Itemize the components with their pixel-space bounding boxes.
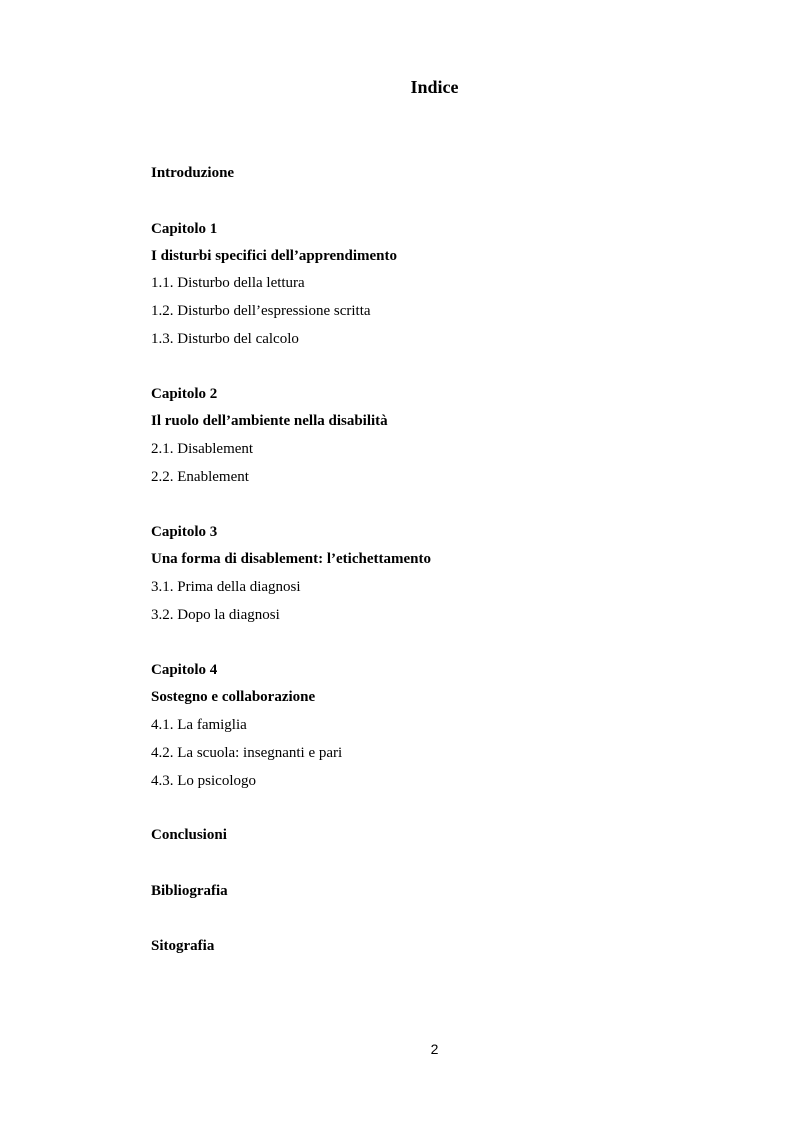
toc-section: 3.2. Dopo la diagnosi bbox=[151, 607, 280, 623]
chapter-2-label: Capitolo 2 bbox=[151, 386, 218, 402]
chapter-4-label: Capitolo 4 bbox=[151, 662, 218, 678]
toc-section: 3.1. Prima della diagnosi bbox=[151, 579, 301, 595]
toc-section: 4.1. La famiglia bbox=[151, 717, 247, 733]
page-number: 2 bbox=[430, 1041, 439, 1057]
chapter-3-label: Capitolo 3 bbox=[151, 524, 218, 540]
chapter-3-title: Una forma di disablement: l’etichettamento bbox=[151, 551, 431, 567]
page-title: Indice bbox=[410, 77, 459, 97]
toc-section: 1.2. Disturbo dell’espressione scritta bbox=[151, 303, 371, 319]
chapter-4-title: Sostegno e collaborazione bbox=[151, 689, 316, 705]
toc-entry-introduzione: Introduzione bbox=[151, 165, 235, 181]
chapter-2-title: Il ruolo dell’ambiente nella disabilità bbox=[151, 413, 388, 429]
toc-entry-sitografia: Sitografia bbox=[151, 938, 215, 954]
toc-section: 1.1. Disturbo della lettura bbox=[151, 275, 305, 291]
chapter-1-label: Capitolo 1 bbox=[151, 221, 218, 237]
toc-section: 4.2. La scuola: insegnanti e pari bbox=[151, 745, 343, 761]
toc-entry-bibliografia: Bibliografia bbox=[151, 883, 228, 899]
toc-section: 2.2. Enablement bbox=[151, 469, 249, 485]
toc-section: 2.1. Disablement bbox=[151, 441, 254, 457]
toc-entry-conclusioni: Conclusioni bbox=[151, 827, 227, 843]
toc-section: 1.3. Disturbo del calcolo bbox=[151, 331, 299, 347]
chapter-1-title: I disturbi specifici dell’apprendimento bbox=[151, 248, 397, 264]
toc-section: 4.3. Lo psicologo bbox=[151, 773, 256, 789]
